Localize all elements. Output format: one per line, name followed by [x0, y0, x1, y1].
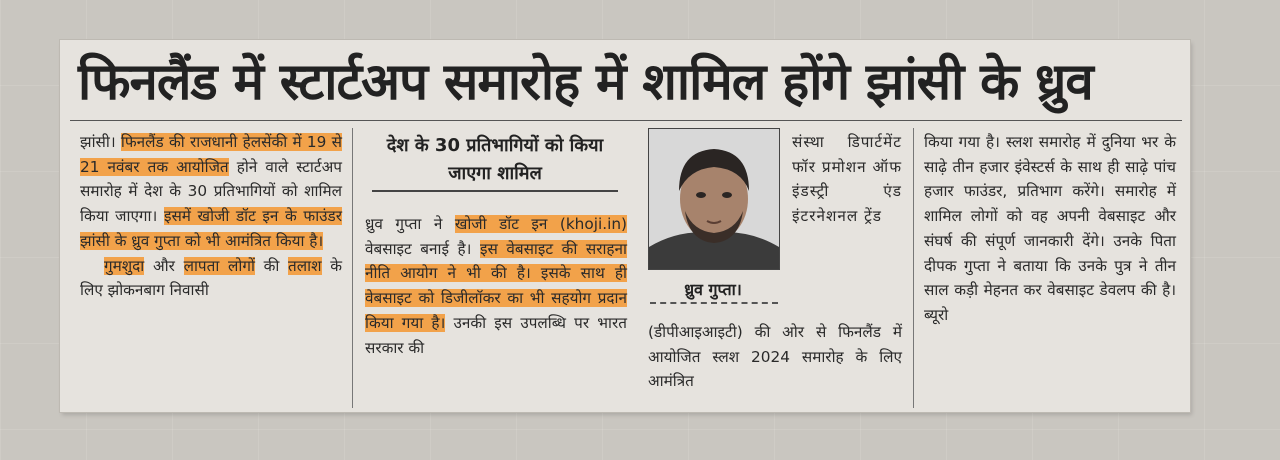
body-text: उनकी इस उपलब्धि पर भारत सरकार की — [365, 313, 627, 357]
person-portrait-icon — [649, 129, 779, 269]
highlighted-text: इसमें खोजी डॉट इन के फाउंडर झांसी के ध्रुव गुप्ता को भी आमंत्रित किया है। — [80, 207, 342, 250]
col1-para-1 — [80, 130, 342, 254]
caption-dash — [650, 302, 778, 304]
subheading: देश के 30 प्रतिभागियों को किया जाएगा शामिल — [386, 135, 604, 184]
column-3-top: संस्था डिपार्टमेंट फॉर प्रमोशन ऑफ इंडस्ट्री एंड इंटरनेशनल ट्रेंड — [792, 133, 902, 226]
column-2 — [365, 212, 627, 360]
photo-caption: ध्रुव गुप्ता। — [684, 280, 742, 299]
body-text: होने वाले स्टार्टअप समारोह में देश के 30 प्रतिभागियों को शामिल किया जाएगा। — [80, 157, 342, 226]
highlighted-text: इस वेबसाइट की सराहना नीति आयोग ने भी की है। इसके साथ ही वेबसाइट को डिजीलॉकर का भी सहयोग प्रदान किया गया है। — [365, 239, 628, 332]
body-text: की — [254, 256, 289, 275]
highlighted-text: लापता लोगों — [183, 256, 255, 275]
subheading-rule — [372, 190, 618, 192]
column-1 — [80, 130, 342, 303]
column-3-bottom: (डीपीआइआइटी) की ओर से फिनलैंड में आयोजित स्लश 2024 समारोह के लिए आमंत्रित — [648, 323, 902, 391]
column-divider — [352, 128, 353, 408]
dateline: झांसी। — [80, 133, 116, 151]
headline-rule — [70, 120, 1182, 121]
body-text: ध्रुव गुप्ता ने — [365, 215, 455, 233]
column-divider — [913, 128, 914, 408]
highlighted-text: फिनलैंड की राजधानी हेलसेंकी में 19 से 21 नवंबर तक आयोजित — [80, 133, 342, 176]
body-text: के लिए झोकनबाग निवासी — [80, 256, 342, 300]
body-text: वेबसाइट बनाई है। — [365, 239, 480, 258]
col2-para — [365, 212, 627, 360]
headline: फिनलैंड में स्टार्टअप समारोह में शामिल होंगे झांसी के ध्रुव — [78, 53, 1093, 112]
portrait-photo — [648, 128, 780, 270]
highlighted-text: तलाश — [288, 256, 322, 275]
highlighted-text: गुमशुदा — [104, 256, 145, 275]
newspaper-clipping — [60, 40, 1190, 412]
highlighted-text: खोजी डॉट इन (khoji.in) — [454, 215, 628, 233]
column-4: किया गया है। स्लश समारोह में दुनिया भर के साढ़े तीन हजार इंवेस्टर्स के साथ ही साढ़े पांच हजार फाउंडर, प्रतिभाग करेंगे। समारोह में शामिल लोगों को वह अपनी वेबसाइट और संघर्ष की संपूर्ण जानकारी देंगे। उनके पिता दीपक गुप्ता ने बताया कि उनके पुत्र ने तीन साल कड़ी मेहनत कर वेबसाइट डेवलप की है। ब्यूरो — [924, 133, 1176, 324]
body-text: और — [144, 256, 184, 275]
col1-para-2 — [80, 254, 342, 303]
